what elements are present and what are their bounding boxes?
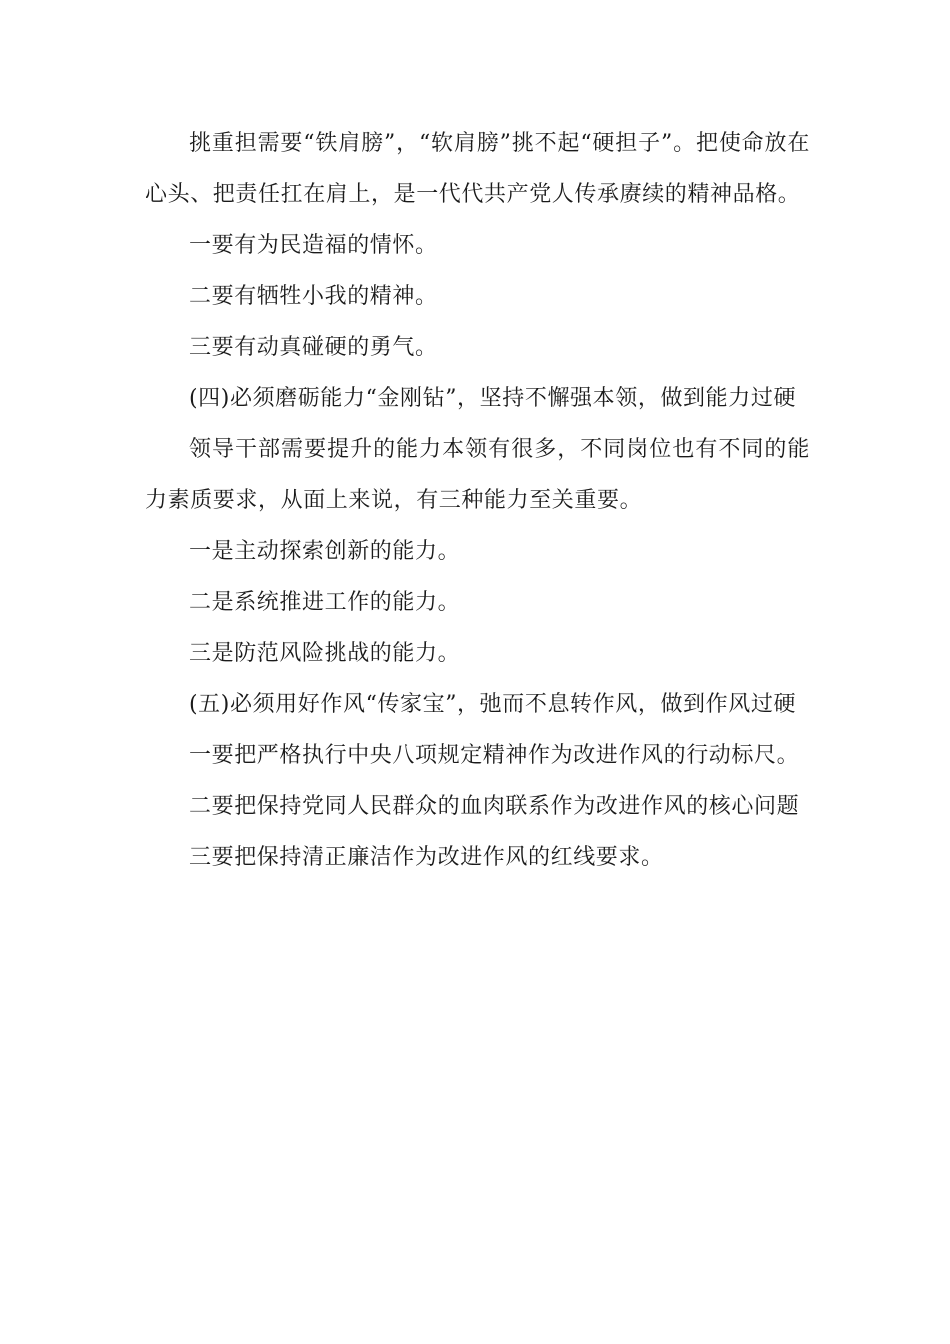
document-body (145, 118, 810, 883)
list-item: 二是系统推进工作的能力。 (189, 590, 461, 615)
section-heading-5: (五)必须用好作风“传家宝”，弛而不息转作风，做到作风过硬 (189, 692, 797, 717)
list-item: 一要有为民造福的情怀。 (189, 233, 438, 258)
list-item: 一要把严格执行中央八项规定精神作为改进作风的行动标尺。 (189, 743, 800, 768)
paragraph-ability: 领导干部需要提升的能力本领有很多，不同岗位也有不同的能力素质要求，从面上来说，有三种能力至关重要。 (145, 437, 810, 513)
list-item: 二要把保持党同人民群众的血肉联系作为改进作风的核心问题 (189, 794, 800, 819)
list-item: 三要有动真碰硬的勇气。 (189, 335, 438, 360)
paragraph-intro: 挑重担需要“铁肩膀”，“软肩膀”挑不起“硬担子”。把使命放在心头、把责任扛在肩上，是一代代共产党人传承赓续的精神品格。 (145, 131, 810, 207)
list-item: 三是防范风险挑战的能力。 (189, 641, 461, 666)
list-item: 二要有牺牲小我的精神。 (189, 284, 438, 309)
list-item: 三要把保持清正廉洁作为改进作风的红线要求。 (189, 845, 664, 870)
section-heading-4: (四)必须磨砺能力“金刚钻”，坚持不懈强本领，做到能力过硬 (189, 386, 797, 411)
list-item: 一是主动探索创新的能力。 (189, 539, 461, 564)
